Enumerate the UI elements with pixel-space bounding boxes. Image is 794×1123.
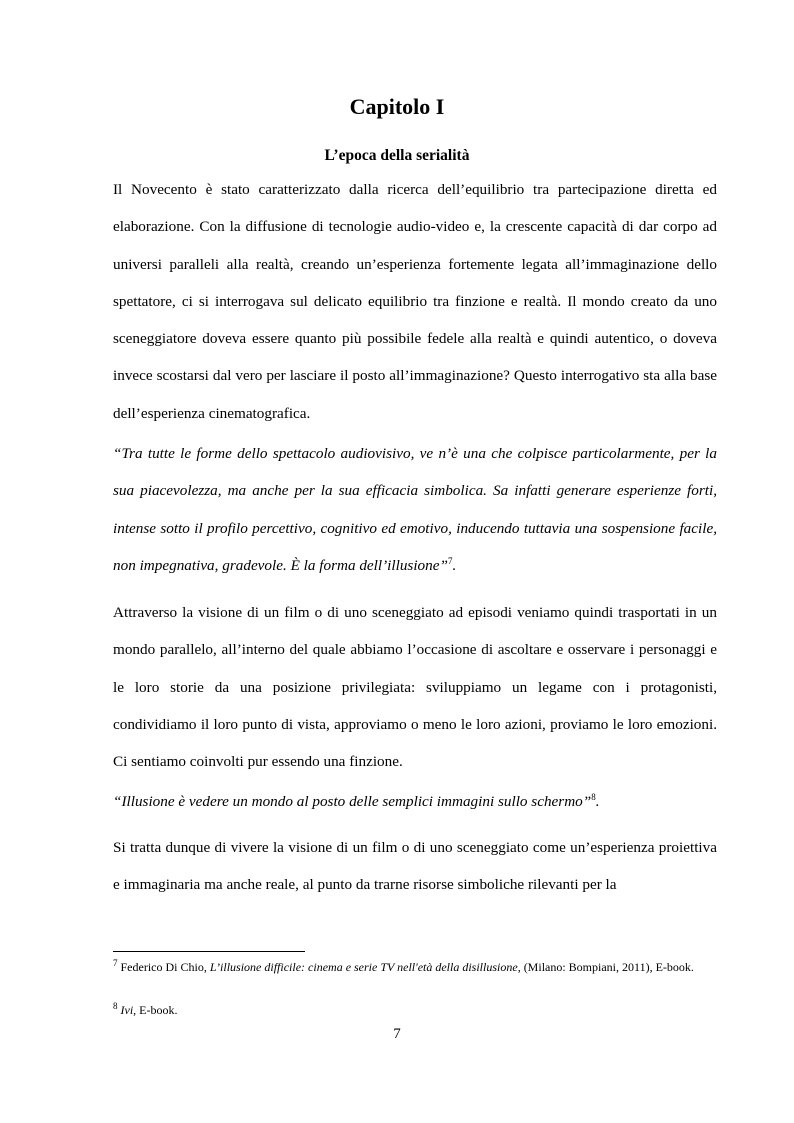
paragraph-text: Attraverso la visione di un film o di uno sceneggiato ad episodi veniamo quindi trasportati in un mondo parallelo, all’interno del quale abbiamo l’occasione di ascoltare e osservare i personaggi e le loro storie da una posizione privilegiata: sviluppiamo un legame con i protagonisti, condividiamo il loro punto di vista, approviamo o meno le loro azioni, proviamo le loro emozioni. Ci sentiamo coinvolti pur essendo una finzione. <box>113 604 717 771</box>
footnote-author: Federico Di Chio, <box>120 960 207 974</box>
block-quote: “Illusione è vedere un mondo al posto delle semplici immagini sullo schermo”$^8$. <box>113 791 600 810</box>
footnote-number: 8 <box>113 1001 118 1011</box>
body-paragraph <box>113 829 717 904</box>
footnote-details: , E-book. <box>133 1003 178 1017</box>
footnote-ref[interactable]: 8 <box>591 791 596 802</box>
body-paragraph <box>113 171 717 432</box>
block-quote: “Tra tutte le forme dello spettacolo audiovisivo, ve n’è una che colpisce particolarmente, per la sua piacevolezza, ma anche per la sua efficacia simbolica. Sa infatti generare esperienze forti, intense sotto il profilo percettivo, cognitivo ed emotivo, inducendo tuttavia una sospensione facile, non impegnativa, gradevole. È la forma dell’illusione”$^7$. <box>113 445 717 574</box>
paragraph-text: Il Novecento è stato caratterizzato dalla ricerca dell’equilibrio tra partecipazione diretta ed elaborazione. Con la diffusione di tecnologie audio-video e, la crescente capacità di dar corpo ad universi paralleli alla realtà, creando un’esperienza fortemente legata all’immaginazione dello spettatore, ci si interrogava sul delicato equilibrio tra finzione e realtà. Il mondo creato da uno sceneggiatore doveva essere quanto più possibile fedele alla realtà e quindi autentico, o doveva invece scostarsi dal vero per lasciare il posto all’immaginazione? Questo interrogativo sta alla base dell’esperienza cinematografica. <box>113 181 717 422</box>
footnote-title: Ivi <box>120 1003 134 1017</box>
footnote <box>113 1001 717 1020</box>
footnote-details: , (Milano: Bompiani, 2011), E-book. <box>517 960 694 974</box>
chapter-title: Capitolo I <box>349 94 445 119</box>
paragraph-text: Si tratta dunque di vivere la visione di un film o di uno sceneggiato come un’esperienza proiettiva e immaginaria ma anche reale, al punto da trarne risorse simboliche rilevanti per la <box>113 839 717 894</box>
quote-text: “Tra tutte le forme dello spettacolo audiovisivo, ve n’è una che colpisce particolarmente, per la sua piacevolezza, ma anche per la sua efficacia simbolica. Sa infatti generare esperienze forti, intense sotto il profilo percettivo, cognitivo ed emotivo, inducendo tuttavia una sospensione facile, non impegnativa, gradevole. È la forma dell’illusione” <box>113 445 717 574</box>
footnote-title: L’illusione difficile: cinema e serie TV nell'età della disillusione <box>209 960 518 974</box>
body-paragraph <box>113 594 717 780</box>
quote-text: “Illusione è vedere un mondo al posto delle semplici immagini sullo schermo” <box>113 793 592 810</box>
footnote-ref[interactable]: 7 <box>447 555 453 566</box>
page-number: 7 <box>393 1026 401 1042</box>
section-title: L’epoca della serialità <box>324 147 470 164</box>
footnote-number: 7 <box>113 958 118 968</box>
footnote-separator <box>113 951 305 952</box>
footnote <box>113 958 717 977</box>
